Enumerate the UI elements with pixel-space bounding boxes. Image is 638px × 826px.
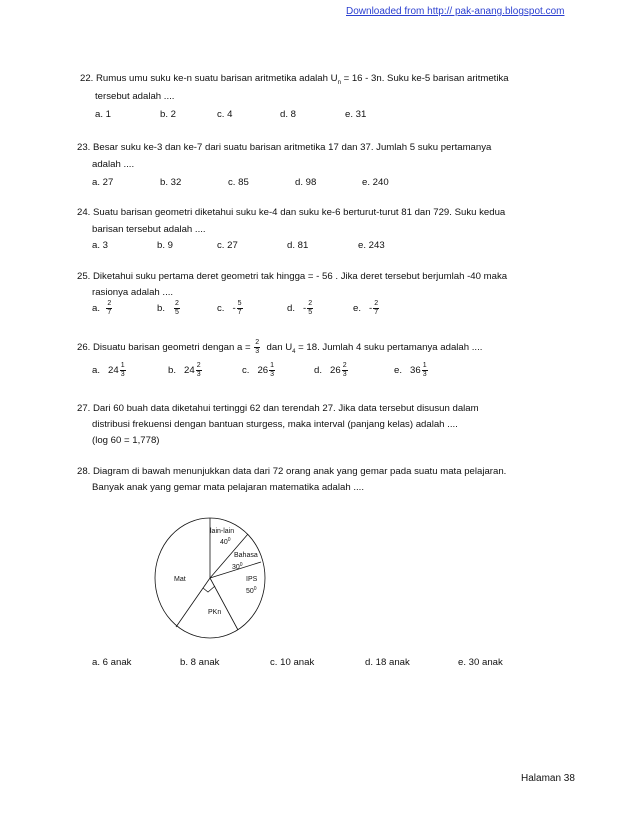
slice-value-bahasa-deg: 0	[239, 562, 243, 568]
q22-option-e: e. 31	[345, 109, 367, 120]
q26-a-fraction-opt	[120, 362, 126, 379]
question-26-text	[77, 339, 482, 356]
slice-label-bahasa: Bahasa	[234, 552, 258, 559]
q26-line1c: = 18. Jumlah 4 suku pertamanya adalah ....	[295, 342, 483, 354]
q25-c-label: c.	[217, 303, 225, 315]
q26-d-whole: 26	[330, 365, 341, 377]
q26-c-fraction	[269, 362, 275, 379]
q22-line1a: 22. Rumus umu suku ke-n suatu barisan aritmetika adalah U	[80, 73, 338, 84]
q25-d-den: 5	[308, 309, 313, 316]
q25-a-num: 2	[107, 300, 112, 307]
q26-e-den: 3	[422, 371, 427, 378]
q25-c-den: 7	[237, 309, 242, 316]
q26-d-num: 2	[342, 362, 347, 369]
q25-a-label: a.	[92, 303, 101, 315]
q26-a-opt-den: 3	[120, 371, 125, 378]
q28-option-d: d. 18 anak	[365, 657, 410, 668]
q25-b-num: 2	[175, 300, 179, 307]
q26-option-a	[92, 362, 127, 379]
pie-divider-pkn	[210, 578, 238, 630]
q25-d-label: d.	[287, 303, 296, 315]
q26-a-num: 2	[255, 339, 260, 346]
q26-a-den: 3	[255, 348, 260, 355]
q26-c-label: c.	[242, 365, 250, 377]
q26-b-fraction	[196, 362, 202, 379]
q26-b-label: b.	[168, 365, 177, 377]
q26-option-c	[242, 362, 276, 379]
q25-a-fraction	[106, 300, 112, 317]
q25-option-b	[157, 300, 181, 317]
q26-sub: 4	[292, 348, 296, 355]
q23-option-d: d. 98	[295, 177, 317, 188]
q26-e-label: e.	[394, 365, 403, 377]
question-22-text	[80, 73, 509, 86]
q26-e-whole: 36	[410, 365, 421, 377]
q26-e-fraction	[422, 362, 428, 379]
source-link[interactable]: Downloaded from http:// pak-anang.blogspot.com	[346, 6, 565, 17]
q26-line1a: 26. Disuatu barisan geometri dengan a =	[77, 342, 251, 354]
q23-option-a: a. 27	[92, 177, 114, 188]
q25-e-fraction	[373, 300, 379, 317]
q26-b-num: 2	[196, 362, 201, 369]
q28-option-e: e. 30 anak	[458, 657, 503, 668]
q26-line1b: dan U	[266, 342, 293, 354]
q25-c-fraction	[237, 300, 243, 317]
q24-option-b: b. 9	[157, 240, 174, 251]
q24-option-c: c. 27	[217, 240, 238, 251]
question-22-line2: tersebut adalah ....	[95, 91, 175, 102]
pie-chart	[150, 510, 270, 640]
q25-e-den: 7	[374, 309, 379, 316]
q26-c-num: 1	[270, 362, 275, 369]
q25-e-label: e.	[353, 303, 362, 315]
question-27-line3: (log 60 = 1,778)	[92, 435, 160, 446]
slice-value-lainlain-num: 40	[220, 539, 228, 546]
question-28-text: 28. Diagram di bawah menunjukkan data dari 72 orang anak yang gemar pada suatu mata pelajaran.	[77, 466, 507, 477]
q25-c-num: 5	[237, 300, 242, 307]
q26-b-den: 3	[196, 371, 201, 378]
q26-a-whole: 24	[108, 365, 119, 377]
question-27-line2: distribusi frekuensi dengan bantuan sturgess, maka interval (panjang kelas) adalah ....	[92, 419, 458, 430]
q25-c-sign: -	[232, 303, 236, 315]
q26-d-fraction	[342, 362, 348, 379]
q25-d-sign: -	[303, 303, 307, 315]
q25-option-c	[217, 300, 244, 317]
q26-a-label: a.	[92, 365, 101, 377]
q22-option-b: b. 2	[160, 109, 177, 120]
q25-option-e	[353, 300, 380, 317]
q23-option-e: e. 240	[362, 177, 389, 188]
q22-line1b: = 16 - 3n. Suku ke-5 barisan aritmetika	[340, 73, 509, 84]
q28-option-c: c. 10 anak	[270, 657, 315, 668]
q22-option-a: a. 1	[95, 109, 112, 120]
pie-divider-mat	[176, 578, 210, 627]
q25-b-den: 5	[175, 309, 179, 316]
q28-option-b: b. 8 anak	[180, 657, 220, 668]
right-angle-mark	[203, 586, 215, 592]
q26-e-num: 1	[422, 362, 427, 369]
slice-value-ips	[246, 586, 257, 595]
question-25-text: 25. Diketahui suku pertama deret geometri tak hingga = - 56 . Jika deret tersebut berjumlah -40 maka	[77, 271, 508, 282]
slice-label-ips: IPS	[246, 576, 258, 583]
q26-option-d	[314, 362, 349, 379]
q22-option-c: c. 4	[217, 109, 233, 120]
q24-option-e: e. 243	[358, 240, 385, 251]
q26-d-label: d.	[314, 365, 323, 377]
q25-option-a	[92, 300, 113, 317]
question-25-line2: rasionya adalah ....	[92, 287, 174, 298]
question-23-text: 23. Besar suku ke-3 dan ke-7 dari suatu barisan aritmetika 17 dan 37. Jumlah 5 suku pertamanya	[77, 142, 492, 153]
q23-option-c: c. 85	[228, 177, 249, 188]
q25-b-label: b.	[157, 303, 166, 315]
q25-b-fraction	[174, 300, 180, 317]
q25-d-fraction	[307, 300, 313, 317]
q26-a-opt-num: 1	[120, 362, 125, 369]
q26-c-den: 3	[270, 371, 275, 378]
slice-value-ips-deg: 0	[253, 586, 257, 592]
slice-value-bahasa	[232, 562, 243, 571]
q26-c-whole: 26	[257, 365, 269, 377]
q22-sub: n	[337, 79, 341, 86]
slice-label-mat: Mat	[174, 576, 186, 583]
q28-option-a: a. 6 anak	[92, 657, 132, 668]
question-28-line2: Banyak anak yang gemar mata pelajaran matematika adalah ....	[92, 482, 364, 493]
q22-option-d: d. 8	[280, 109, 297, 120]
question-23-line2: adalah ....	[92, 159, 135, 170]
page-number: Halaman 38	[521, 773, 575, 784]
q24-option-d: d. 81	[287, 240, 309, 251]
q24-option-a: a. 3	[92, 240, 109, 251]
q25-e-num: 2	[374, 300, 379, 307]
slice-label-lainlain: lain-lain	[210, 528, 235, 535]
question-27-text: 27. Dari 60 buah data diketahui tertinggi 62 dan terendah 27. Jika data tersebut disusun dalam	[77, 403, 479, 414]
slice-value-ips-num: 50	[246, 588, 254, 595]
q26-b-whole: 24	[184, 365, 195, 377]
question-24-text: 24. Suatu barisan geometri diketahui suku ke-4 dan suku ke-6 berturut-turut 81 dan 729. Suku kedua	[77, 207, 506, 218]
q26-d-den: 3	[342, 371, 347, 378]
q26-a-fraction	[254, 339, 260, 356]
q26-option-e	[394, 362, 429, 379]
q25-e-sign: -	[369, 303, 373, 315]
q25-option-d	[287, 300, 314, 317]
q25-a-den: 7	[107, 309, 112, 316]
q25-d-num: 2	[308, 300, 313, 307]
slice-value-bahasa-num: 30	[232, 564, 240, 571]
slice-value-lainlain-deg: 0	[227, 537, 231, 543]
q23-option-b: b. 32	[160, 177, 182, 188]
q26-option-b	[168, 362, 203, 379]
slice-value-lainlain	[220, 537, 231, 546]
slice-label-pkn: PKn	[208, 609, 222, 616]
question-24-line2: barisan tersebut adalah ....	[92, 224, 206, 235]
